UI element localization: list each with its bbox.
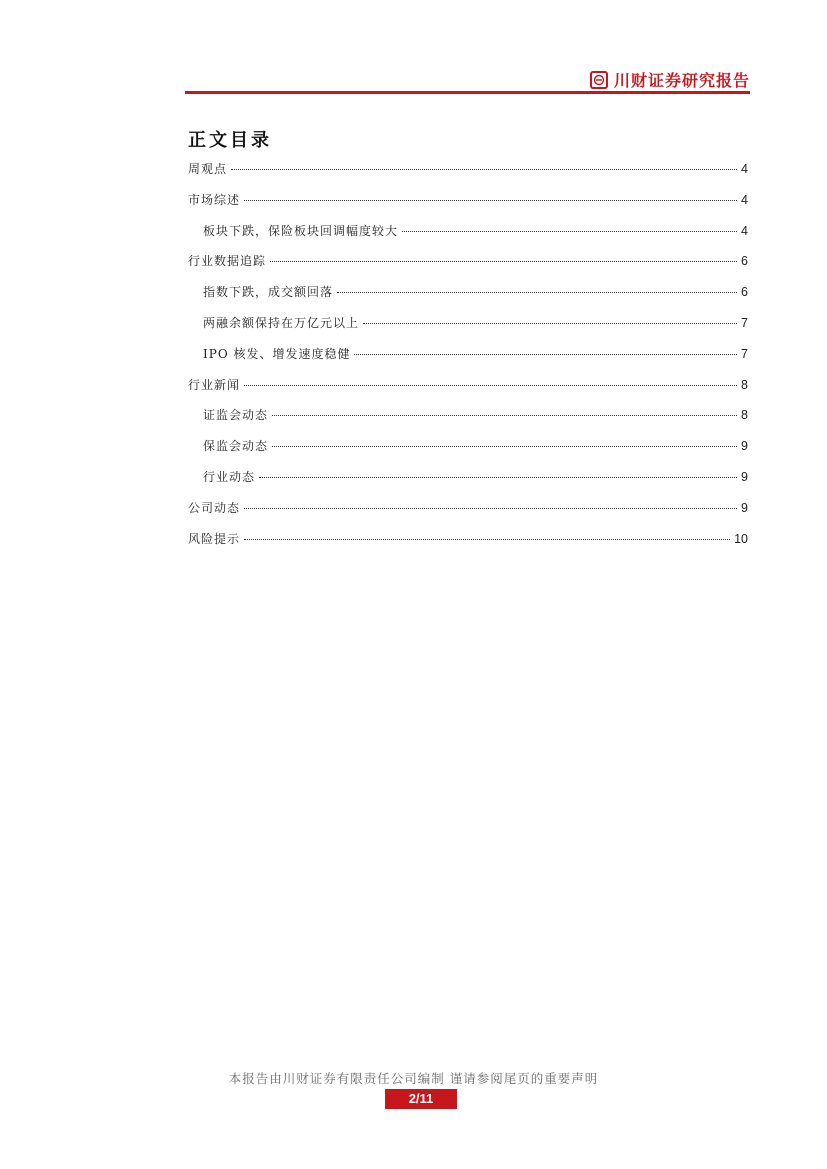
toc-entry-label[interactable]: 板块下跌，保险板块回调幅度较大 (203, 223, 399, 238)
toc-entry-page[interactable]: 4 (741, 162, 748, 176)
page-number-badge: 2/11 (385, 1089, 457, 1109)
toc-entry-label[interactable]: 风险提示 (188, 531, 241, 546)
toc-dot-leader (244, 508, 737, 509)
toc-entry-page[interactable]: 6 (741, 285, 748, 300)
footer-note: 本报告由川财证券有限责任公司编制 谨请参阅尾页的重要声明 (228, 1071, 599, 1086)
toc-entry-page[interactable]: 4 (741, 223, 748, 238)
toc-dot-leader (363, 323, 737, 324)
toc-title: 正文目录 (188, 130, 272, 151)
toc-entry-page[interactable]: 7 (741, 346, 748, 361)
toc-entry-page[interactable]: 8 (741, 377, 748, 392)
brand-name: 川财证券研究报告 (613, 71, 750, 90)
header-rule (185, 91, 750, 94)
toc-entry-label[interactable]: 两融余额保持在万亿元以上 (203, 315, 360, 330)
toc-entry[interactable] (188, 160, 748, 191)
toc-entry-label[interactable]: 行业数据追踪 (188, 254, 267, 269)
toc-dot-leader (244, 200, 737, 201)
toc-entry-label[interactable]: 周观点 (188, 162, 228, 176)
toc-entry-label[interactable]: 证监会动态 (203, 408, 269, 423)
toc-entry[interactable] (188, 530, 748, 561)
toc-entry[interactable] (188, 222, 748, 253)
toc-entry-label[interactable]: 市场综述 (188, 192, 241, 207)
toc-dot-leader (354, 354, 737, 355)
toc-entry[interactable] (188, 283, 748, 314)
toc-entry-label[interactable]: 指数下跌，成交额回落 (203, 285, 334, 300)
toc-entry-page[interactable]: 9 (741, 439, 748, 454)
toc-entry[interactable] (188, 499, 748, 530)
toc-dot-leader (244, 385, 737, 386)
toc-entry-label[interactable]: 保监会动态 (203, 439, 269, 454)
toc-dot-leader (272, 415, 737, 416)
toc-dot-leader (272, 446, 737, 447)
toc-entry[interactable] (188, 468, 748, 499)
toc-entry[interactable] (188, 314, 748, 345)
brand (590, 68, 750, 91)
toc-dot-leader (231, 169, 737, 170)
chuancai-logo-icon (590, 71, 608, 89)
toc-dot-leader (270, 261, 737, 262)
toc-entry-page[interactable]: 9 (741, 469, 748, 484)
toc-entry[interactable] (188, 376, 748, 407)
toc-dot-leader (337, 292, 737, 293)
toc-entry[interactable] (188, 437, 748, 468)
table-of-contents (188, 160, 748, 560)
toc-entry-page[interactable]: 7 (741, 315, 748, 330)
toc-dot-leader (402, 231, 737, 232)
toc-entry-page[interactable]: 10 (734, 531, 748, 546)
toc-entry-label[interactable]: 行业新闻 (188, 377, 241, 392)
toc-dot-leader (244, 539, 730, 540)
toc-entry-page[interactable]: 8 (741, 408, 748, 423)
toc-dot-leader (259, 477, 737, 478)
toc-entry[interactable] (188, 406, 748, 437)
toc-entry-label[interactable]: 公司动态 (188, 500, 241, 515)
toc-entry[interactable] (188, 252, 748, 283)
toc-entry-page[interactable]: 4 (741, 192, 748, 207)
toc-entry-page[interactable]: 9 (741, 500, 748, 515)
toc-entry[interactable] (188, 191, 748, 222)
toc-entry-label[interactable]: IPO 核发、增发速度稳健 (203, 346, 351, 361)
toc-entry-label[interactable]: 行业动态 (203, 469, 256, 484)
page-header (185, 66, 750, 94)
toc-entry-page[interactable]: 6 (741, 254, 748, 269)
toc-entry[interactable] (188, 345, 748, 376)
